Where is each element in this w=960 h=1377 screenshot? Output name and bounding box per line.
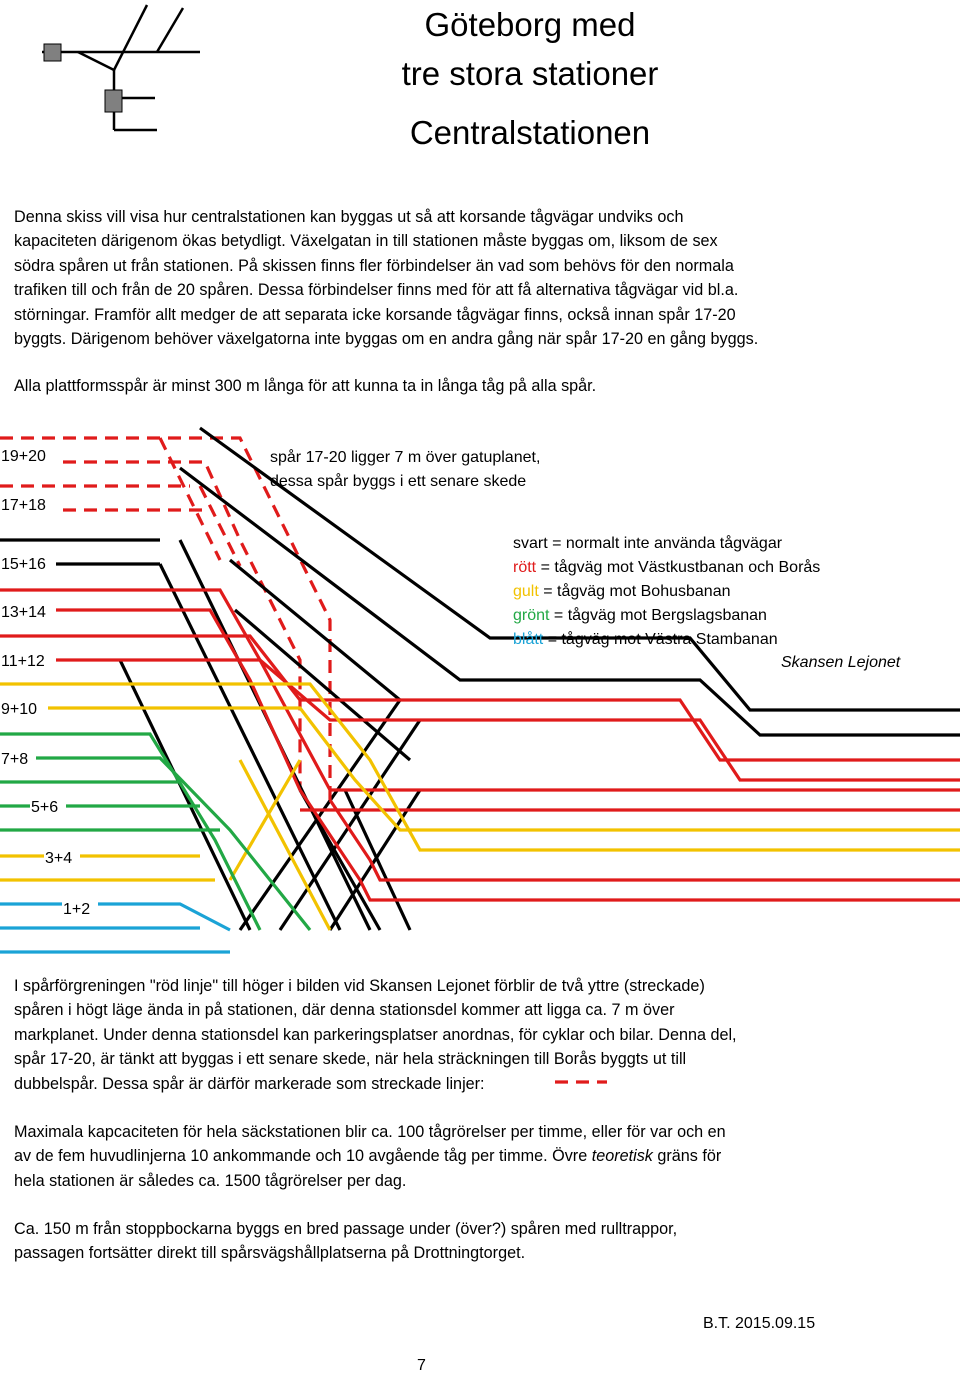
intro-line: kapaciteten därigenom ökas betydligt. Växelgatan in till stationen måste byggas om, liksom de sex [14, 232, 718, 251]
body-text: av de fem huvudlinjerna 10 ankommande och 10 avgående tåg per timme. Övre [14, 1147, 592, 1166]
body-paragraph-3 [14, 1217, 944, 1266]
body-line: markplanet. Under denna stationsdel kan parkeringsplatser anordnas, för cyklar och bilar. Denna del, [14, 1025, 737, 1044]
track-label: 15+16 [1, 556, 46, 573]
elevated-note-line: spår 17-20 ligger 7 m över gatuplanet, [270, 449, 541, 466]
legend-color-word: rött [513, 559, 537, 576]
track-label: 5+6 [31, 799, 59, 816]
body-line: spåren i högt läge ända in på stationen, där denna stationsdel kommer att ligga ca. 7 m över [14, 1001, 675, 1020]
emphasis-text: teoretisk [591, 1147, 653, 1166]
legend-blue [513, 628, 778, 652]
body-line: spår 17-20, är tänkt att byggas i ett senare skede, när hela sträckningen till Borås byggts ut till [14, 1050, 687, 1069]
intro-line: störningar. Framför allt medger de att separata icke korsande tågvägar finns, också innan spår 17-20 [14, 305, 736, 324]
platform-note: Alla plattformsspår är minst 300 m långa för att kunna ta in långa tåg på alla spår. [14, 377, 597, 395]
legend-description: = tågväg mot Västra Stambanan [543, 631, 778, 648]
body-paragraph-1 [14, 974, 944, 1096]
body-line [14, 1144, 944, 1168]
body-line: Maximala kapcaciteten för hela säckstationen blir ca. 100 tågrörelser per timme, eller för var och en [14, 1123, 726, 1141]
intro-line: Denna skiss vill visa hur centralstationen kan byggas ut så att korsande tågvägar undviks och [14, 208, 684, 226]
body-line: dubbelspår. Dessa spår är därför markerade som streckade linjer: [14, 1074, 485, 1093]
intro-line: trafiken till och från de 20 spåren. Dessa förbindelser finns med för att få alternativa tågvägar vid bl.a. [14, 281, 739, 300]
legend-yellow [513, 580, 731, 604]
page-title-line-1: Göteborg med [424, 6, 636, 43]
track-label: 9+10 [1, 701, 38, 718]
body-paragraph-2 [14, 1120, 944, 1193]
intro-line: byggts. Därigenom behöver växelgatorna inte byggas om en andra gång när spår 17-20 en gång byggs. [14, 330, 759, 349]
body-line: passagen fortsätter direkt till spårsvägshållplatserna på Drottningtorget. [14, 1244, 526, 1263]
elevated-note-line: dessa spår byggs i ett senare skede [270, 473, 527, 490]
track-label: 11+12 [1, 653, 45, 670]
legend-color-word: gult [513, 583, 539, 600]
legend-description: = tågväg mot Västkustbanan och Borås [536, 559, 821, 576]
track-label: 19+20 [1, 448, 46, 465]
legend-color-word: svart [513, 535, 548, 552]
track-label: 1+2 [63, 901, 91, 918]
legend-black [513, 532, 782, 556]
legend-color-word: grönt [513, 607, 550, 624]
track-label: 7+8 [1, 751, 29, 768]
legend-green [513, 604, 767, 628]
page-subtitle: Centralstationen [409, 114, 651, 151]
body-text: gräns för [652, 1147, 722, 1166]
track-label: 17+18 [1, 497, 46, 514]
track-label: 13+14 [1, 604, 46, 621]
legend-red [513, 556, 820, 580]
track-label: 3+4 [45, 850, 73, 867]
legend-description: = tågväg mot Bohusbanan [538, 583, 731, 600]
green-tracks [0, 734, 310, 930]
skansen-lejonet-label: Skansen Lejonet [781, 654, 901, 671]
page-title-line-2: tre stora stationer [401, 55, 659, 92]
legend-description: = tågväg mot Bergslagsbanan [549, 607, 767, 624]
body-line: I spårförgreningen "röd linje" till höger i bilden vid Skansen Lejonet förblir de två yttre (streckade) [14, 977, 705, 995]
body-line: Ca. 150 m från stoppbockarna byggs en bred passage under (över?) spåren med rulltrappor, [14, 1220, 678, 1238]
legend-description: = normalt inte använda tågvägar [547, 535, 783, 552]
legend-color-word: blått [513, 631, 544, 648]
intro-line: södra spåren ut från stationen. På skissen finns fler förbindelser än vad som behövs för den normala [14, 256, 734, 275]
red-tracks [0, 590, 960, 900]
page-number: 7 [417, 1357, 426, 1374]
signature-date: B.T. 2015.09.15 [703, 1315, 816, 1332]
body-line: hela stationen är således ca. 1500 tågrörelser per dag. [14, 1171, 407, 1190]
blue-tracks [0, 904, 230, 952]
